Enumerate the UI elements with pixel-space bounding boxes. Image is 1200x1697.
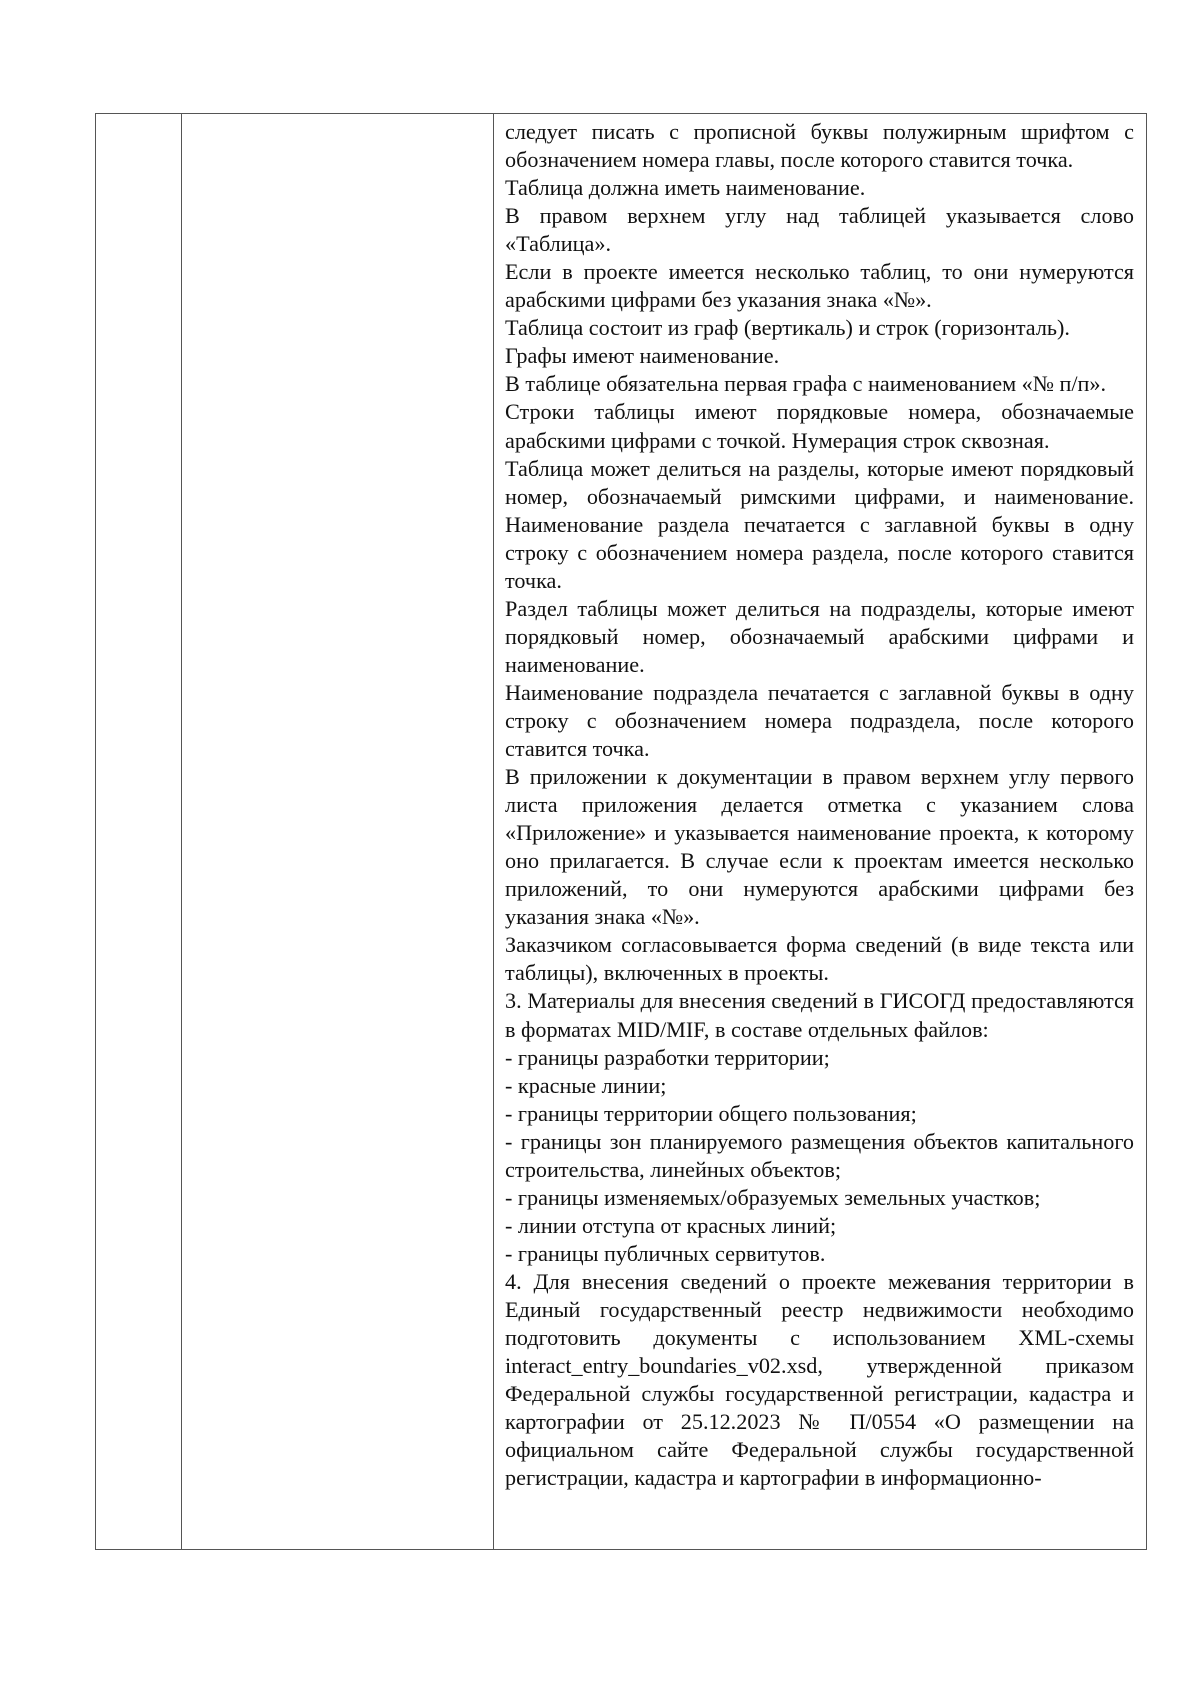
- paragraph: Наименование подраздела печатается с заглавной буквы в одну строку с обозначением номера подраздела, после которого ставится точка.: [505, 679, 1134, 762]
- table-cell-number: [96, 114, 182, 1549]
- list-item: - линии отступа от красных линий;: [505, 1212, 837, 1238]
- paragraph: Если в проекте имеется несколько таблиц, то они нумеруются арабскими цифрами без указания знака «№».: [505, 259, 1134, 313]
- table-cell-content: [494, 114, 1146, 1549]
- paragraph: следует писать с прописной буквы полужирным шрифтом с обозначением номера главы, после которого ставится точка.: [505, 119, 1134, 173]
- list-item: - границы зон планируемого размещения объектов капитального строительства, линейных объектов;: [505, 1128, 1134, 1182]
- list-item: - границы изменяемых/образуемых земельных участков;: [505, 1184, 1041, 1210]
- paragraph: 4. Для внесения сведений о проекте межевания территории в Единый государственный реестр недвижимости необходимо подготовить документы с использованием XML-схемы interact_entry_boundaries_v02.xsd, утвержденной приказом Федеральной службы государственной регистрации, кадастра и картографии от 25.12.2023 № П/0554 «О размещении на официальном сайте Федеральной службы государственной регистрации, кадастра и картографии в информационно-: [505, 1268, 1134, 1491]
- list-item: - красные линии;: [505, 1072, 667, 1098]
- list-item: - границы публичных сервитутов.: [505, 1240, 826, 1266]
- paragraph: В таблице обязательна первая графа с наименованием «№ п/п».: [505, 371, 1107, 397]
- paragraph: Заказчиком согласовывается форма сведений (в виде текста или таблицы), включенных в проекты.: [505, 932, 1134, 986]
- table-cell-title: [182, 114, 494, 1549]
- paragraph: Таблица состоит из граф (вертикаль) и строк (горизонталь).: [505, 315, 1070, 341]
- paragraph: Таблица может делиться на разделы, которые имеют порядковый номер, обозначаемый римскими цифрами, и наименование. Наименование раздела печатается с заглавной буквы в одну строку с обозначением номера раздела, после которого ставится точка.: [505, 455, 1134, 593]
- requirements-table: [95, 113, 1147, 1550]
- paragraph: Графы имеют наименование.: [505, 343, 780, 369]
- paragraph: В правом верхнем углу над таблицей указывается слово «Таблица».: [505, 203, 1134, 257]
- list-item: - границы разработки территории;: [505, 1044, 830, 1070]
- paragraph: Строки таблицы имеют порядковые номера, обозначаемые арабскими цифрами с точкой. Нумерация строк сквозная.: [505, 399, 1134, 453]
- paragraph: Таблица должна иметь наименование.: [505, 175, 866, 201]
- paragraph: Раздел таблицы может делиться на подразделы, которые имеют порядковый номер, обозначаемый арабскими цифрами и наименование.: [505, 595, 1134, 677]
- paragraph: В приложении к документации в правом верхнем углу первого листа приложения делается отметка с указанием слова «Приложение» и указывается наименование проекта, к которому оно прилагается. В случае если к проектам имеется несколько приложений, то они нумеруются арабскими цифрами без указания знака «№».: [505, 764, 1134, 930]
- list-item: - границы территории общего пользования;: [505, 1100, 917, 1126]
- paragraph: 3. Материалы для внесения сведений в ГИСОГД предоставляются в форматах MID/MIF, в составе отдельных файлов:: [505, 988, 1134, 1042]
